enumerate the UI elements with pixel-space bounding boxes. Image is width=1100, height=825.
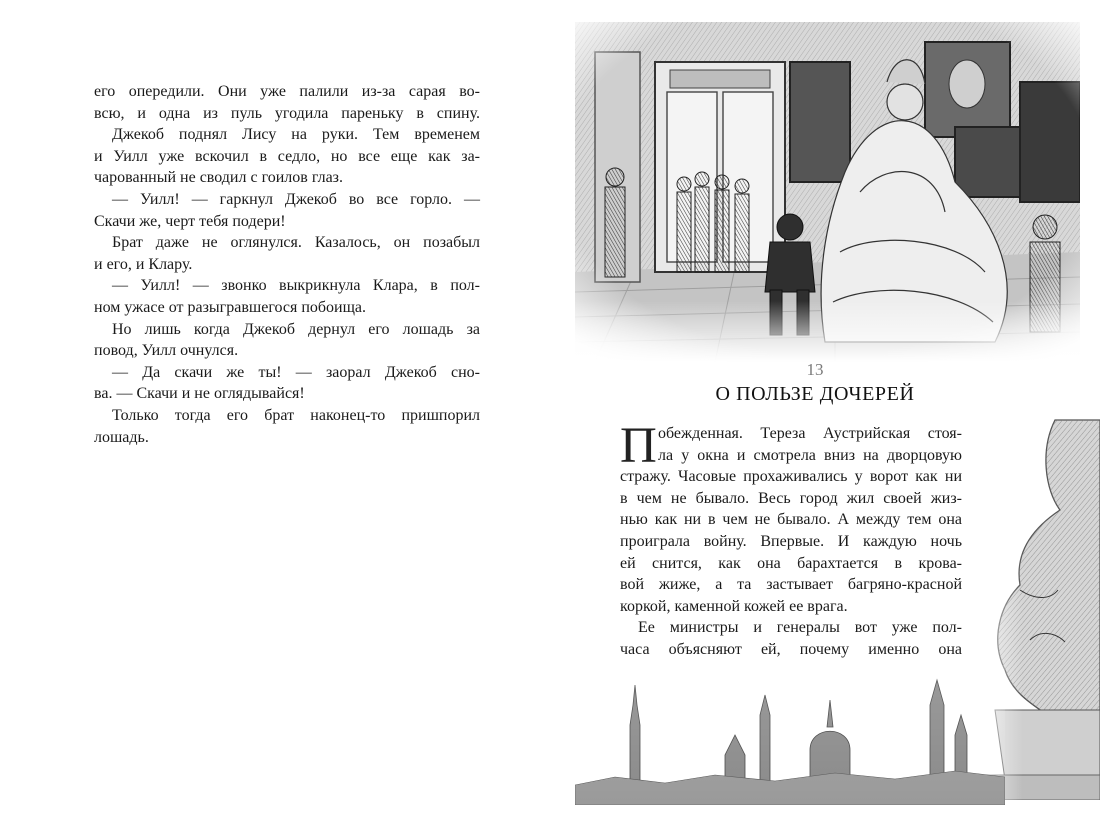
text-line: в чем не бывало. Весь город жил своей жиз- [620, 489, 962, 507]
text-line: лошадь. [94, 428, 149, 446]
text-line: Брат даже не оглянулся. Казалось, он позабыл [112, 234, 480, 252]
text-line: — Уилл! — звонко выкрикнула Клара, в пол- [112, 277, 480, 295]
text-line: коркой, каменной кожей ее врага. [620, 597, 848, 615]
text-line: ей снится, как она барахтается в крова- [620, 554, 962, 572]
right-page-text [620, 418, 962, 661]
text-line: и его, и Клару. [94, 255, 193, 273]
text-line: ном ужасе от разыгравшегося побоища. [94, 298, 367, 316]
text-line: стражу. Часовые прохаживались у ворот как ни [620, 468, 962, 486]
text-line: Скачи же, черт тебя подери! [94, 212, 286, 230]
palace-hall-illustration [575, 22, 1080, 362]
text-line: Джекоб поднял Лису на руки. Тем временем [112, 126, 480, 144]
text-line: Только тогда его брат наконец-то пришпорил [112, 406, 480, 424]
chapter-title: О ПОЛЬЗЕ ДОЧЕРЕЙ [715, 383, 915, 405]
drop-cap: П [620, 418, 657, 474]
text-line: и Уилл уже вскочил в седло, но все еще как за- [94, 147, 480, 165]
text-line: — Уилл! — гаркнул Джекоб во все горло. — [112, 190, 480, 208]
text-line: — Да скачи же ты! — заорал Джекоб сно- [112, 363, 480, 381]
text-line: его опередили. Они уже палили из-за сарая во- [94, 83, 480, 100]
city-skyline-illustration [575, 665, 1005, 805]
text-line: всю, и одна из пуль угодила пареньку в спину. [94, 104, 480, 122]
text-line: нью как ни в чем не бывало. А между тем она [620, 511, 962, 529]
text-line: проиграла войну. Впервые. И каждую ночь [620, 532, 962, 550]
text-line: повод, Уилл очнулся. [94, 342, 239, 360]
left-page-text [94, 81, 480, 448]
text-line: Но лишь когда Джекоб дернул его лошадь за [112, 320, 480, 338]
text-line: ва. — Скачи и не оглядывайся! [94, 385, 305, 403]
text-line: Ее министры и генералы вот уже пол- [638, 619, 962, 637]
text-line: часа объясняют ей, почему именно она [620, 640, 962, 658]
text-line: обежденная. Тереза Аустрийская стоя- [658, 425, 962, 442]
text-line: чарованный не сводил с гоилов глаз. [94, 169, 343, 187]
text-line: ла у окна и смотрела вниз на дворцовую [658, 446, 962, 464]
text-line: вой жиже, а та застывает багряно-красной [620, 576, 962, 594]
chapter-number: 13 [806, 360, 824, 379]
